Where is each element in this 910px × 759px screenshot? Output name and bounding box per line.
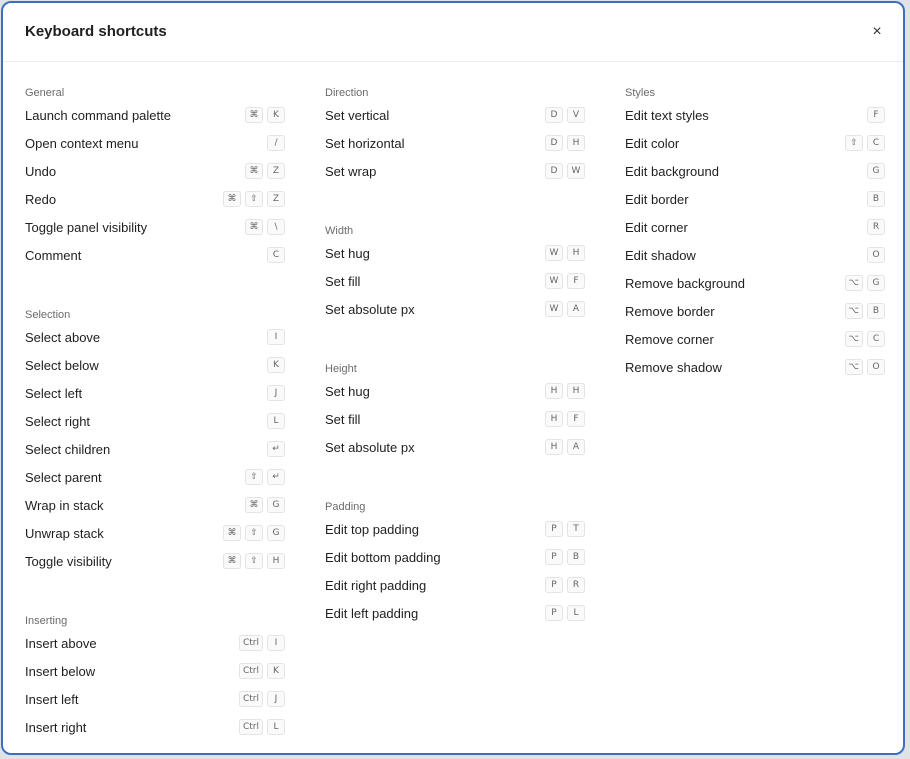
section-title: Padding [325,501,366,513]
shortcut-keys [239,635,285,651]
shortcut-keys [545,605,585,621]
shortcut-row-edit-left-padding [325,599,585,627]
shortcut-keys [267,329,285,345]
shortcut-keys [545,135,585,151]
shortcut-label: Set fill [325,411,361,427]
key-badge: ↵ [267,441,285,457]
key-badge: F [867,107,885,123]
shortcut-keys [267,357,285,373]
shortcut-row-select-right [25,407,285,435]
key-badge: G [267,525,285,541]
shortcut-row-edit-bottom-padding [325,543,585,571]
key-badge: \ [267,219,285,235]
key-badge: A [567,439,585,455]
key-badge: D [545,135,563,151]
shortcut-keys [223,525,285,541]
key-badge: Ctrl [239,719,263,735]
shortcut-row-set-wrap [325,157,585,185]
shortcut-keys [545,301,585,317]
shortcut-label: Edit color [625,135,680,151]
shortcut-row-insert-right [25,713,285,741]
key-badge: ⌘ [223,525,241,541]
shortcut-keys [223,553,285,569]
shortcut-label: Launch command palette [25,107,171,123]
shortcut-label: Set absolute px [325,439,415,455]
key-badge: C [867,331,885,347]
shortcut-label: Edit border [625,191,689,207]
shortcut-row-launch-command-palette [25,101,285,129]
shortcut-row-remove-background [625,269,885,297]
key-badge: O [867,247,885,263]
shortcut-keys [867,191,885,207]
key-badge: F [567,411,585,427]
shortcut-row-wrap-in-stack [25,491,285,519]
key-badge: H [545,383,563,399]
shortcut-row-insert-above [25,629,285,657]
section-width [325,211,585,323]
key-badge: W [545,301,563,317]
key-badge: ⇧ [245,191,263,207]
section-general [25,73,285,269]
key-badge: J [267,385,285,401]
section-title: Selection [25,309,71,321]
key-badge: ↵ [267,469,285,485]
shortcut-label: Undo [25,163,57,179]
shortcut-label: Select below [25,357,99,373]
key-badge: J [267,691,285,707]
key-badge: H [545,411,563,427]
shortcut-label: Comment [25,247,82,263]
key-badge: H [545,439,563,455]
key-badge: B [867,191,885,207]
shortcut-label: Edit text styles [625,107,709,123]
shortcut-keys [545,439,585,455]
shortcut-label: Edit bottom padding [325,549,441,565]
shortcut-keys [867,163,885,179]
shortcut-label: Select left [25,385,83,401]
section-title: Inserting [25,615,68,627]
key-badge: A [567,301,585,317]
shortcut-label: Select parent [25,469,102,485]
shortcut-row-remove-border [625,297,885,325]
shortcut-column-3 [625,73,885,407]
shortcut-label: Set hug [325,245,370,261]
key-badge: ⌘ [245,163,263,179]
shortcut-keys [245,469,285,485]
shortcut-row-select-children [25,435,285,463]
key-badge: H [567,135,585,151]
shortcut-row-set-vertical [325,101,585,129]
shortcut-label: Set horizontal [325,135,405,151]
shortcut-keys [845,359,885,375]
section-direction [325,73,585,185]
key-badge: W [545,245,563,261]
shortcut-row-toggle-panel-visibility [25,213,285,241]
shortcut-keys [245,107,285,123]
shortcut-label: Edit corner [625,219,688,235]
section-selection [25,295,285,575]
shortcut-row-edit-top-padding [325,515,585,543]
shortcut-row-remove-corner [625,325,885,353]
dialog-header [3,3,903,62]
key-badge: K [267,107,285,123]
key-badge: Ctrl [239,691,263,707]
shortcut-row-set-absolute-px [325,433,585,461]
shortcut-label: Edit top padding [325,521,419,537]
shortcut-keys [545,577,585,593]
shortcut-label: Edit right padding [325,577,427,593]
shortcut-keys [223,191,285,207]
key-badge: L [567,605,585,621]
key-badge: Ctrl [239,663,263,679]
shortcut-label: Open context menu [25,135,139,151]
shortcut-label: Insert below [25,663,96,679]
shortcut-row-set-horizontal [325,129,585,157]
shortcut-row-select-parent [25,463,285,491]
shortcut-keys [267,413,285,429]
shortcut-keys [867,247,885,263]
shortcut-row-edit-border [625,185,885,213]
shortcut-label: Remove corner [625,331,714,347]
key-badge: ⌘ [245,219,263,235]
shortcut-keys [239,691,285,707]
section-title: Direction [325,87,369,99]
shortcut-row-remove-shadow [625,353,885,381]
shortcut-row-select-below [25,351,285,379]
key-badge: C [267,247,285,263]
section-styles [625,73,885,381]
key-badge: ⌥ [845,303,863,319]
key-badge: ⌘ [223,191,241,207]
shortcut-row-select-above [25,323,285,351]
shortcut-label: Set wrap [325,163,377,179]
key-badge: Ctrl [239,635,263,651]
shortcut-keys [545,107,585,123]
key-badge: ⇧ [845,135,863,151]
shortcut-label: Select children [25,441,111,457]
key-badge: Z [267,191,285,207]
shortcut-keys [545,383,585,399]
key-badge: G [867,163,885,179]
key-badge: H [567,383,585,399]
key-badge: B [867,303,885,319]
keyboard-shortcuts-dialog [1,1,905,755]
section-padding [325,487,585,627]
shortcut-row-set-hug [325,377,585,405]
shortcut-keys [545,411,585,427]
key-badge: G [267,497,285,513]
shortcut-row-insert-below [25,657,285,685]
shortcut-label: Redo [25,191,57,207]
shortcut-label: Remove border [625,303,715,319]
shortcut-label: Unwrap stack [25,525,104,541]
shortcut-keys [545,549,585,565]
key-badge: I [267,329,285,345]
key-badge: R [567,577,585,593]
shortcut-row-edit-corner [625,213,885,241]
key-badge: G [867,275,885,291]
shortcut-label: Insert right [25,719,87,735]
key-badge: H [567,245,585,261]
key-badge: V [567,107,585,123]
shortcut-row-insert-left [25,685,285,713]
shortcut-row-set-fill [325,267,585,295]
key-badge: P [545,605,563,621]
shortcut-row-redo [25,185,285,213]
section-title: Styles [625,87,655,99]
shortcut-keys [545,521,585,537]
shortcut-keys [545,245,585,261]
key-badge: ⇧ [245,553,263,569]
section-inserting [25,601,285,741]
shortcut-row-select-left [25,379,285,407]
shortcut-keys [245,497,285,513]
shortcut-label: Set vertical [325,107,390,123]
key-badge: H [267,553,285,569]
section-title: Width [325,225,354,237]
shortcut-keys [867,219,885,235]
shortcut-label: Select above [25,329,101,345]
shortcut-label: Set hug [325,383,370,399]
key-badge: T [567,521,585,537]
shortcut-row-toggle-visibility [25,547,285,575]
key-badge: / [267,135,285,151]
shortcut-keys [845,135,885,151]
shortcut-label: Toggle visibility [25,553,112,569]
shortcut-column-2 [325,73,585,653]
shortcut-keys [845,303,885,319]
shortcut-row-set-fill [325,405,585,433]
dialog-title: Keyboard shortcuts [25,23,167,40]
key-badge: ⌘ [223,553,241,569]
key-badge: P [545,549,563,565]
key-badge: ⇧ [245,525,263,541]
shortcut-row-edit-text-styles [625,101,885,129]
key-badge: R [867,219,885,235]
shortcut-row-edit-right-padding [325,571,585,599]
key-badge: K [267,357,285,373]
shortcut-keys [239,719,285,735]
shortcut-label: Wrap in stack [25,497,104,513]
shortcut-label: Edit left padding [325,605,419,621]
shortcut-row-unwrap-stack [25,519,285,547]
shortcut-keys [267,247,285,263]
section-title: General [25,87,65,99]
shortcut-row-undo [25,157,285,185]
key-badge: ⌥ [845,359,863,375]
key-badge: ⌘ [245,497,263,513]
shortcut-keys [267,385,285,401]
shortcut-keys [545,273,585,289]
shortcut-column-1 [25,73,285,755]
shortcut-row-set-hug [325,239,585,267]
key-badge: D [545,107,563,123]
shortcut-row-edit-color [625,129,885,157]
shortcut-label: Insert above [25,635,97,651]
shortcut-label: Edit shadow [625,247,696,263]
shortcut-label: Toggle panel visibility [25,219,148,235]
shortcut-row-edit-shadow [625,241,885,269]
key-badge: ⇧ [245,469,263,485]
key-badge: ⌥ [845,331,863,347]
key-badge: K [267,663,285,679]
shortcut-keys [267,135,285,151]
key-badge: W [567,163,585,179]
shortcut-label: Insert left [25,691,79,707]
shortcut-keys [867,107,885,123]
section-height [325,349,585,461]
shortcut-keys [267,441,285,457]
shortcut-keys [245,163,285,179]
key-badge: P [545,577,563,593]
key-badge: D [545,163,563,179]
shortcut-label: Select right [25,413,91,429]
key-badge: O [867,359,885,375]
key-badge: W [545,273,563,289]
key-badge: L [267,719,285,735]
key-badge: L [267,413,285,429]
shortcut-keys [845,331,885,347]
shortcut-label: Remove shadow [625,359,722,375]
key-badge: F [567,273,585,289]
shortcut-row-edit-background [625,157,885,185]
close-icon[interactable]: × [872,23,882,40]
shortcut-keys [245,219,285,235]
shortcut-label: Edit background [625,163,719,179]
key-badge: B [567,549,585,565]
shortcut-keys [545,163,585,179]
key-badge: P [545,521,563,537]
key-badge: ⌥ [845,275,863,291]
shortcut-label: Remove background [625,275,745,291]
shortcut-label: Set fill [325,273,361,289]
key-badge: Z [267,163,285,179]
shortcut-row-open-context-menu [25,129,285,157]
shortcut-row-set-absolute-px [325,295,585,323]
key-badge: ⌘ [245,107,263,123]
shortcut-keys [239,663,285,679]
section-title: Height [325,363,357,375]
key-badge: I [267,635,285,651]
shortcut-keys [845,275,885,291]
shortcut-label: Set absolute px [325,301,415,317]
shortcut-row-comment [25,241,285,269]
key-badge: C [867,135,885,151]
